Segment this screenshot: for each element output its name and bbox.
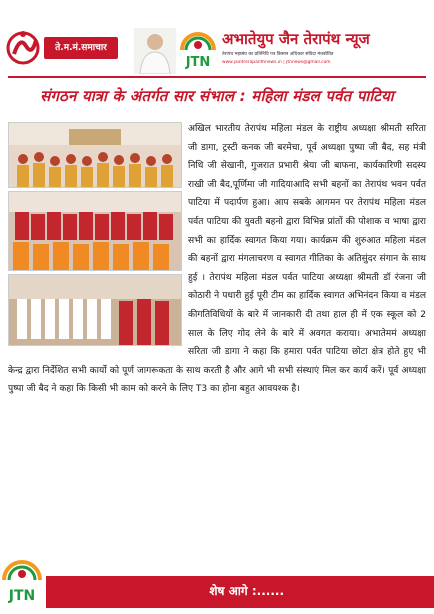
- continued-label: शेष आगे :......: [209, 584, 284, 598]
- footer-logo-text: JTN: [8, 588, 36, 604]
- guru-portrait-icon: [134, 28, 176, 74]
- tmm-samachar-label: ते.म.मं.समाचार: [44, 37, 118, 59]
- brand-name: अभातेयुप जैन तेरापंथ न्यूज: [222, 30, 370, 48]
- article-body: [8, 120, 426, 560]
- jtn-logo-icon: [178, 28, 218, 74]
- sangathan-logo-icon: [6, 28, 40, 68]
- brand-tagline: तेरापंथ महासंघ का प्रतिनिधि पत्र किसान अधिकार संविदा मंचबोधित: [222, 52, 334, 57]
- header-divider: [8, 76, 426, 78]
- article-headline: संगठन यात्रा के अंतर्गत सार संभाल : महिला मंडल पर्वत पाटिया: [40, 87, 394, 105]
- article-body-text: अखिल भारतीय तेरापंथ महिला मंडल के राष्ट्रीय अध्यक्षा श्रीमती सरिता जी डागा, ट्रस्टी कनक जी बरमेचा, पूर्व अध्यक्षा पुष्पा जी बैद, सह मंत्री निधि जी सेखानी, गुजरात प्रभारी श्रेया जी बाफना, कार्यकारिणी सदस्य राखी जी बैद,पूर्णिमा जी गादियाआदि सभी बहनों का तेरापंथ भवन पर्वत पाटिया में पदार्पण हुआ। आप सबके आगमन पर तेरापंथ महिला मंडल पर्वत पाटिया की युवती बहनो द्वारा विभिन्न प्रांतों की पोशाक व भाषा द्वारा सभी का हार्दिक स्वागत किया गया। कार्यक्रम की शुरुआत महिला मंडल की बहनों द्वारा मंगलाचरण व स्वागत गीतिका के अतिसुंदर संगान के साथ हुई । तेरापंथ महिला मंडल पर्वत पाटिया अध्यक्षा श्रीमती डॉ रंजना जी कोठारी ने पधारी हुई पूरी टीम का हार्दिक स्वागत अभिनंदन किया व मंडल कीगतिविधियों के बारे में जानकारी दी तथा हाल ही में एक स्कूल को 2 साल के लिए गोद लेने के बारे में अवगत कराया। अभातेममं अध्यक्षा सरिता जी डागा ने कहा कि हमारा पर्वत पाटिया छोटा क्षेत्र होते हुए भी केन्द्र द्वारा निर्देशित सभी कार्यो को पूर्ण जागरूकता के साथ करती है और आगे भी सभी संस्थाएं मिल कर कार्य करें। पूर्व अध्यक्षा पुष्पा जी बैद ने कहा कि किसी भी काम को करने के लिए T3 का होना बहुत आवयश्क है।: [8, 124, 426, 395]
- header: [0, 0, 434, 80]
- footer-jtn-logo-icon: [0, 556, 44, 608]
- brand-site: www.jaintrerapanthnews.in | jtnnews@gmail.com: [222, 60, 331, 65]
- jtn-logo-text: JTN: [185, 55, 211, 70]
- brand-block: [178, 28, 430, 74]
- photo-float-spacer: [8, 120, 184, 348]
- footer-bar: [46, 576, 434, 608]
